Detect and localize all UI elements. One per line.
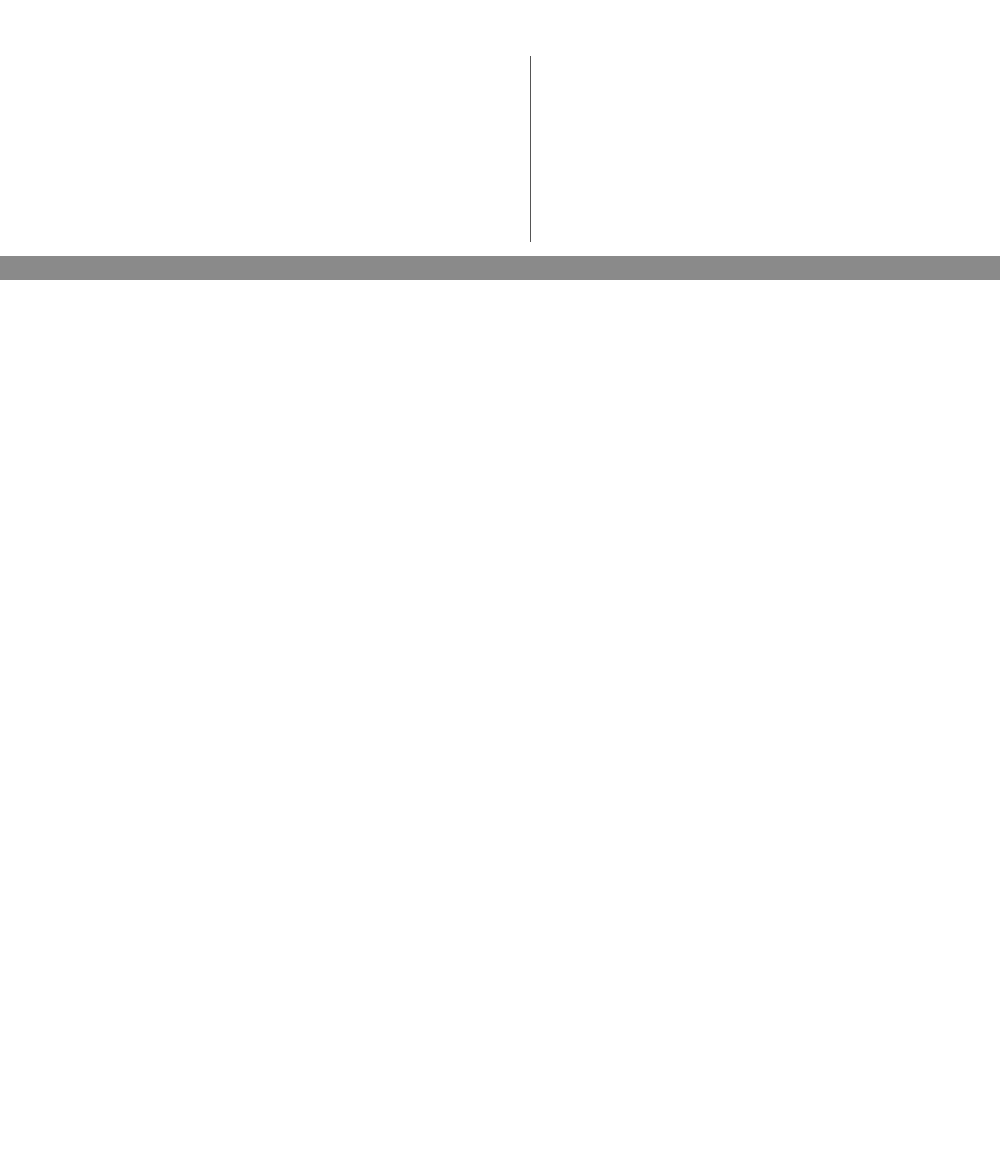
section-banner [0, 256, 1000, 280]
individual-pieces-drawing [0, 0, 1000, 256]
